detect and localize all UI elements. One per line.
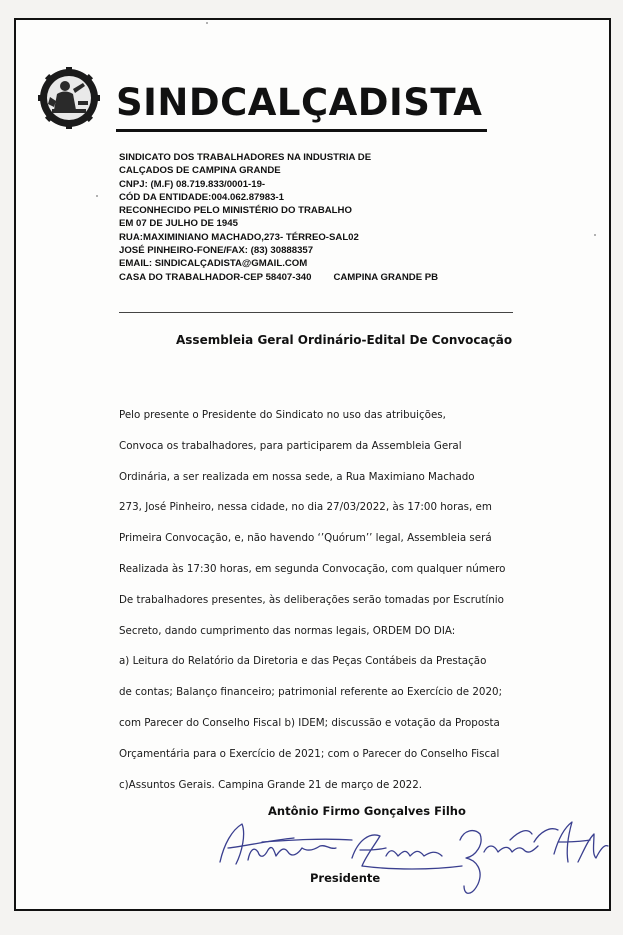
scan-speck <box>594 234 596 236</box>
brand-title: SINDCALÇADISTA <box>116 81 483 124</box>
signer-name: Antônio Firmo Gonçalves Filho <box>268 804 466 818</box>
union-info-block <box>119 151 438 284</box>
scan-speck <box>96 195 98 197</box>
handwritten-signature <box>202 800 612 900</box>
body-line: Convoca os trabalhadores, para participarem da Assembleia Geral <box>119 439 462 452</box>
info-line: RECONHECIDO PELO MINISTÉRIO DO TRABALHO <box>119 205 352 217</box>
body-line: a) Leitura do Relatório da Diretoria e das Peças Contábeis da Prestação <box>119 655 487 668</box>
info-line: CNPJ: (M.F) 08.719.833/0001-19- <box>119 178 266 190</box>
info-line: SINDICATO DOS TRABALHADORES NA INDUSTRIA DE <box>119 152 372 163</box>
info-line: JOSÉ PINHEIRO-FONE/FAX: (83) 30888357 <box>119 245 314 257</box>
info-line-address <box>119 271 438 284</box>
body-line: c)Assuntos Gerais. Campina Grande 21 de março de 2022. <box>119 778 423 791</box>
body-line: 273, José Pinheiro, nessa cidade, no dia 27/03/2022, às 17:00 horas, em <box>119 501 492 514</box>
scan-speck <box>206 22 208 24</box>
cep-text: CASA DO TRABALHADOR-CEP 58407-340 <box>119 271 312 283</box>
city-text: CAMPINA GRANDE PB <box>333 271 439 283</box>
signer-role: Presidente <box>310 871 381 885</box>
body-line: Realizada às 17:30 horas, em segunda Convocação, com qualquer número <box>119 562 506 575</box>
notice-title: Assembleia Geral Ordinário-Edital De Convocação <box>176 333 513 347</box>
document-page <box>14 18 611 911</box>
info-line: CALÇADOS DE CAMPINA GRANDE <box>119 165 281 177</box>
body-line: Orçamentária para o Exercício de 2021; com o Parecer do Conselho Fiscal <box>119 747 500 760</box>
body-line: Pelo presente o Presidente do Sindicato no uso das atribuições, <box>119 409 446 421</box>
body-line: com Parecer do Conselho Fiscal b) IDEM; discussão e votação da Proposta <box>119 716 500 729</box>
body-line: Secreto, dando cumprimento das normas legais, ORDEM DO DIA: <box>119 624 456 637</box>
body-line: Ordinária, a ser realizada em nossa sede, a Rua Maximiano Machado <box>119 470 475 483</box>
info-line: EM 07 DE JULHO DE 1945 <box>119 218 238 230</box>
info-line: CÓD DA ENTIDADE:004.062.87983-1 <box>119 191 284 203</box>
info-line: RUA:MAXIMINIANO MACHADO,273- TÉRREO-SAL02 <box>119 231 359 243</box>
header-divider <box>119 312 513 313</box>
body-line: Primeira Convocação, e, não havendo ‘’Quórum’’ legal, Assembleia será <box>119 532 492 545</box>
notice-body <box>119 400 519 800</box>
body-line: de contas; Balanço financeiro; patrimonial referente ao Exercício de 2020; <box>119 686 503 699</box>
sindicato-logo-icon <box>38 67 100 129</box>
brand-underline <box>116 129 487 132</box>
body-line: De trabalhadores presentes, às deliberações serão tomadas por Escrutínio <box>119 593 504 606</box>
info-line: EMAIL: SINDICALÇADISTA@GMAIL.COM <box>119 258 308 270</box>
